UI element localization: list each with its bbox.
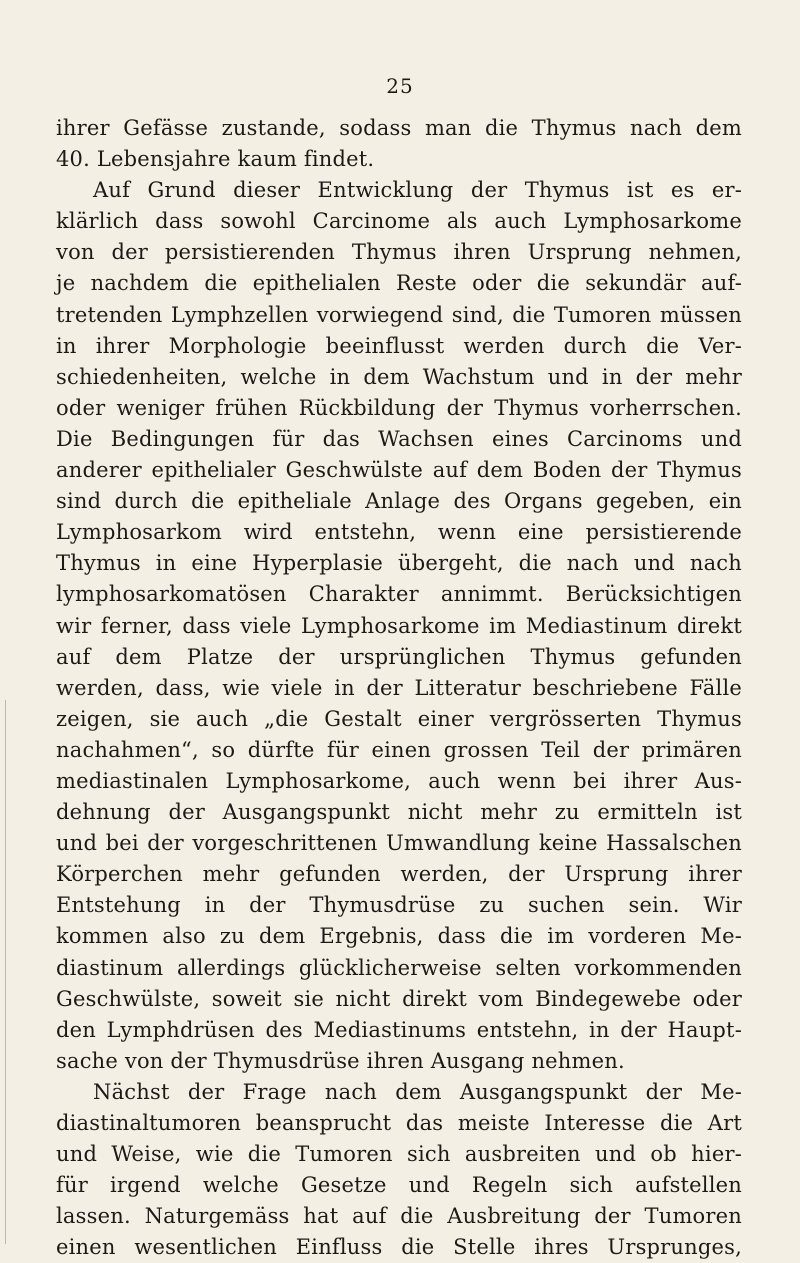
text-line: oder weniger frühen Rückbildung der Thymus vorherrschen. [56, 395, 742, 420]
text-line: den Lymphdrüsen des Mediastinums entstehn, in der Haupt- [56, 1017, 742, 1042]
text-line: Die Bedingungen für das Wachsen eines Carcinoms und [56, 426, 742, 451]
text-line: Nächst der Frage nach dem Ausgangspunkt der Me- [93, 1079, 742, 1104]
text-line: Auf Grund dieser Entwicklung der Thymus ist es er- [93, 178, 742, 203]
text-line: auf dem Platze der ursprünglichen Thymus gefunden [56, 644, 742, 669]
page-edge-shadow [5, 700, 6, 1244]
text-line: sache von der Thymusdrüse ihren Ausgang nehmen. [56, 1048, 625, 1073]
body-text [56, 113, 742, 1263]
text-line: für irgend welche Gesetze und Regeln sich aufstellen [56, 1173, 742, 1198]
text-line: und bei der vorgeschrittenen Umwandlung keine Hassalschen [56, 831, 742, 856]
text-line: lassen. Naturgemäss hat auf die Ausbreitung der Tumoren [56, 1204, 742, 1229]
text-line: lymphosarkomatösen Charakter annimmt. Berücksichtigen [56, 582, 742, 607]
text-line: ihrer Gefässe zustande, sodass man die Thymus nach dem [56, 116, 742, 140]
text-line: anderer epithelialer Geschwülste auf dem Boden der Thymus [56, 458, 742, 483]
text-line: dehnung der Ausgangspunkt nicht mehr zu ermitteln ist [56, 800, 742, 825]
text-line: einen wesentlichen Einfluss die Stelle ihres Ursprunges, [56, 1235, 742, 1260]
text-line: 40. Lebensjahre kaum findet. [56, 147, 375, 172]
page-number: 25 [386, 74, 414, 98]
text-line: tretenden Lymphzellen vorwiegend sind, die Tumoren müssen [56, 302, 742, 327]
text-line: Entstehung in der Thymusdrüse zu suchen sein. Wir [56, 893, 742, 918]
text-line: diastinum allerdings glücklicherweise selten vorkommenden [56, 955, 742, 980]
text-line: zeigen, sie auch „die Gestalt einer vergrösserten Thymus [56, 706, 742, 731]
text-line: kommen also zu dem Ergebnis, dass die im vorderen Me- [56, 924, 742, 949]
text-line: und Weise, wie die Tumoren sich ausbreiten und ob hier- [56, 1142, 742, 1167]
text-line: diastinaltumoren beansprucht das meiste Interesse die Art [56, 1111, 742, 1135]
text-line: je nachdem die epithelialen Reste oder die sekundär auf- [56, 271, 742, 296]
text-line: klärlich dass sowohl Carcinome als auch Lymphosarkome [56, 209, 742, 234]
text-line: wir ferner, dass viele Lymphosarkome im Mediastinum direkt [56, 613, 742, 638]
text-line: werden, dass, wie viele in der Litteratur beschriebene Fälle [56, 675, 742, 700]
text-line: Thymus in eine Hyperplasie übergeht, die nach und nach [56, 551, 742, 576]
text-line: sind durch die epitheliale Anlage des Organs gegeben, ein [56, 489, 742, 514]
text-line: in ihrer Morphologie beeinflusst werden durch die Ver- [56, 333, 742, 358]
text-line: von der persistierenden Thymus ihren Ursprung nehmen, [56, 240, 742, 265]
text-line: Lymphosarkom wird entstehn, wenn eine persistierende [56, 520, 742, 545]
text-line: mediastinalen Lymphosarkome, auch wenn bei ihrer Aus- [56, 768, 742, 793]
text-line: nachahmen“, so dürfte für einen grossen Teil der primären [56, 737, 742, 762]
text-line: schiedenheiten, welche in dem Wachstum und in der mehr [56, 364, 742, 389]
text-line: Körperchen mehr gefunden werden, der Ursprung ihrer [56, 862, 742, 887]
text-line: Geschwülste, soweit sie nicht direkt vom Bindegewebe oder [56, 986, 742, 1011]
